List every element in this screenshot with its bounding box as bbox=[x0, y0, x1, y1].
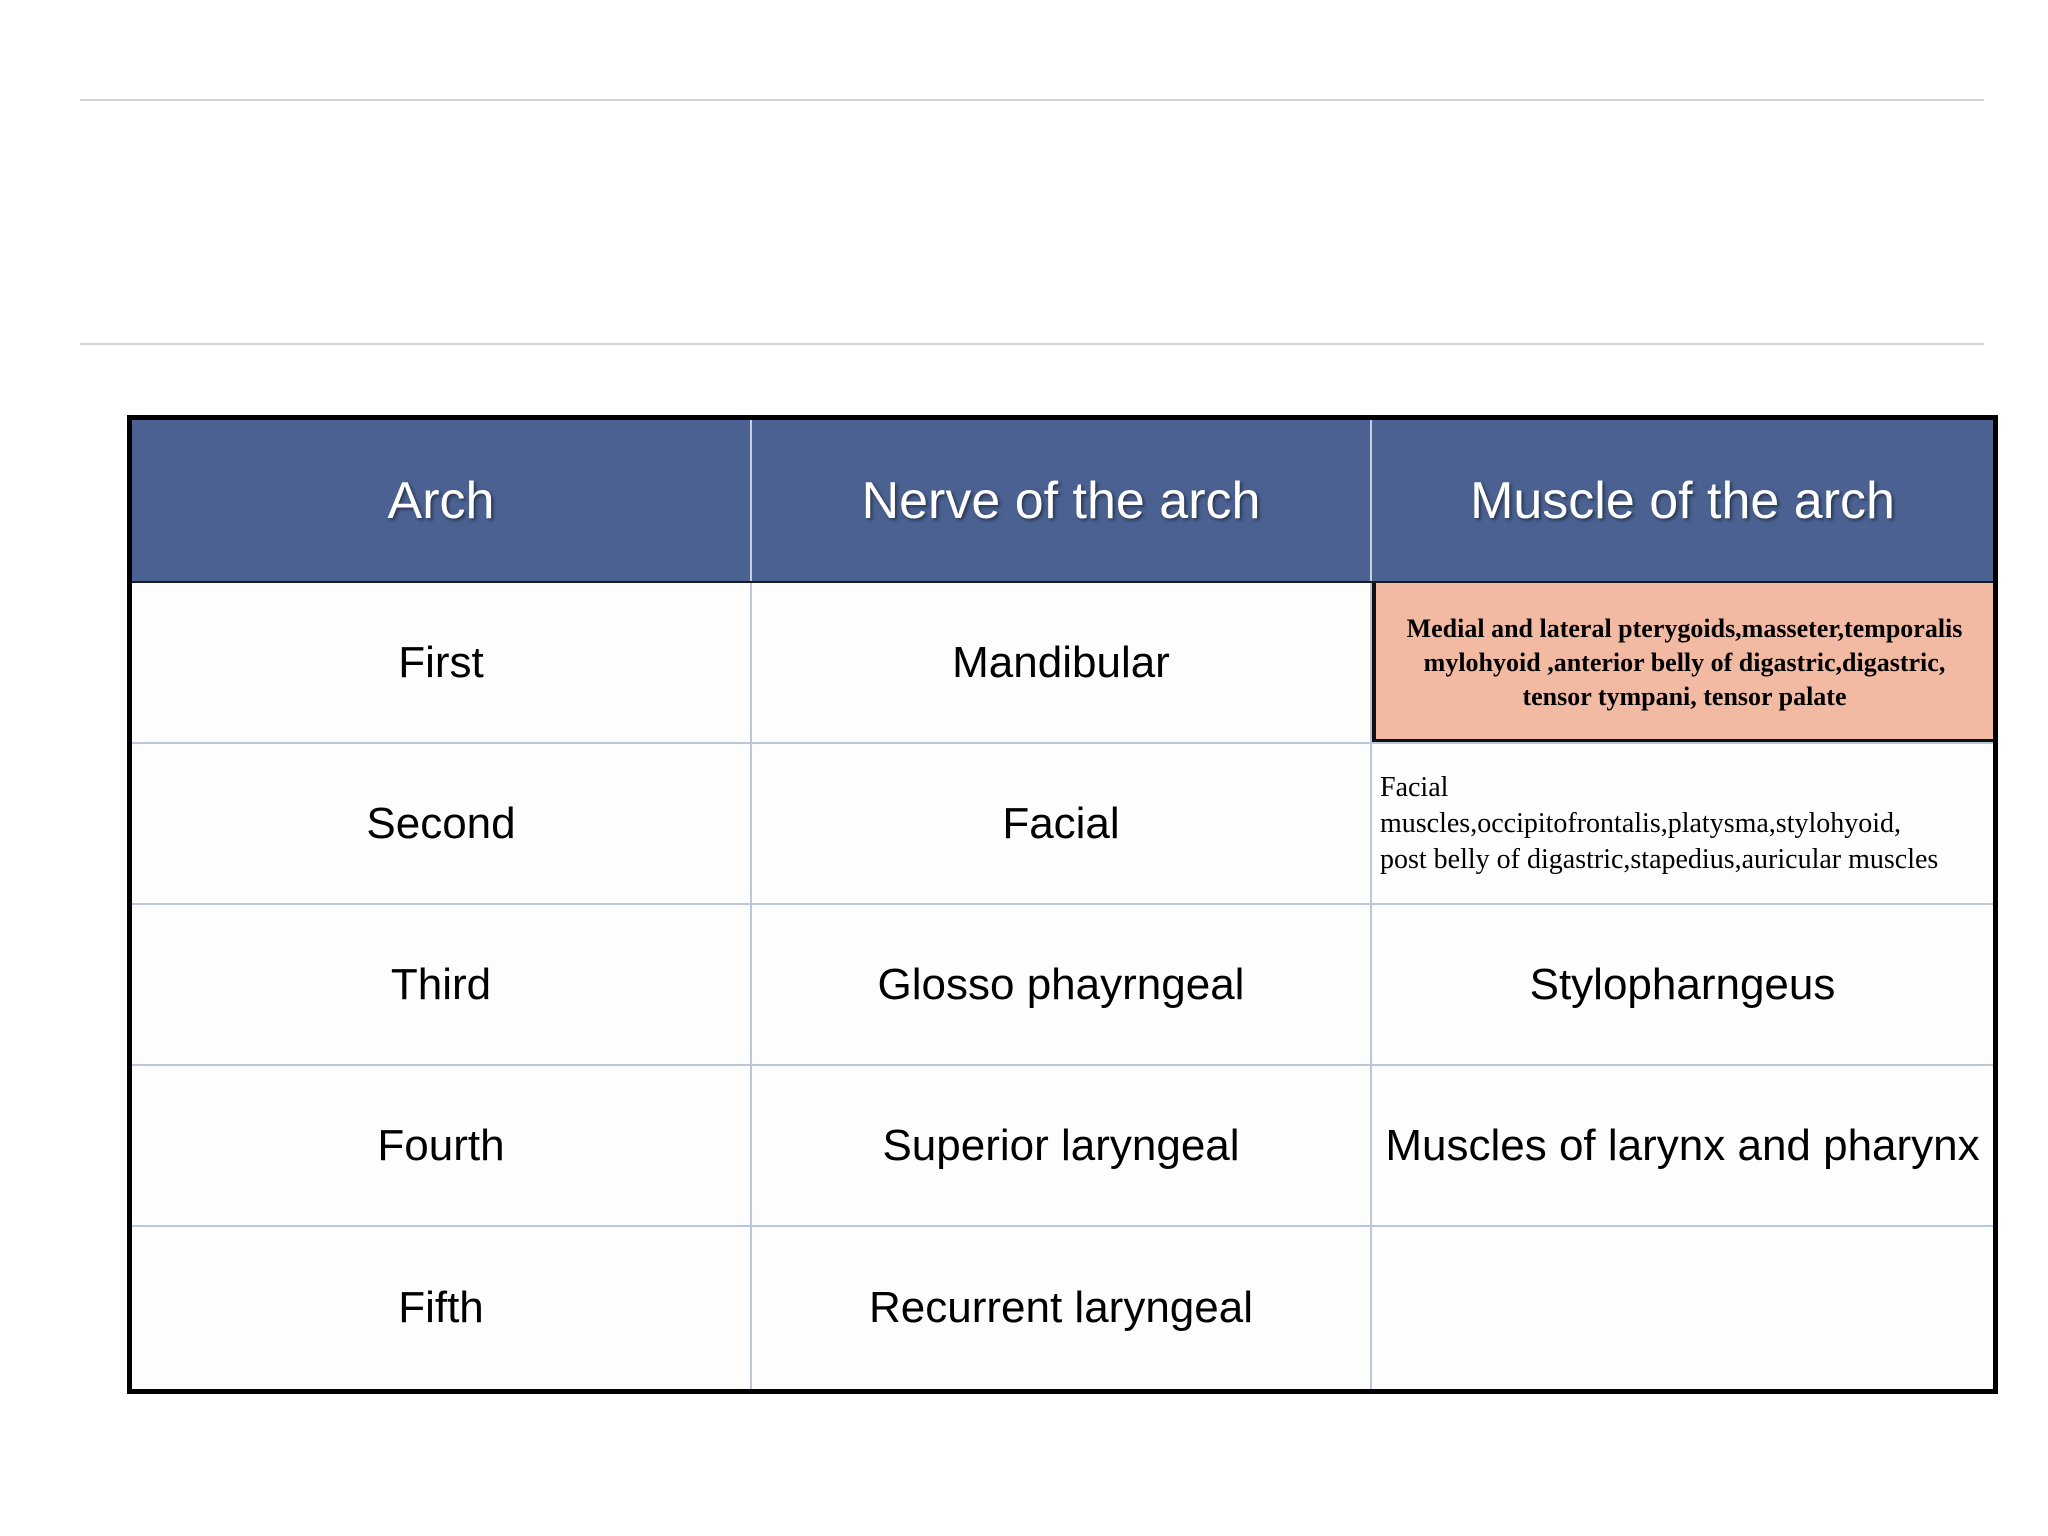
cell-muscle: Facial muscles,occipitofrontalis,platysma,stylohyoid, post belly of digastric,stapedius,auricular muscles bbox=[1372, 744, 1993, 903]
cell-nerve: Recurrent laryngeal bbox=[752, 1227, 1372, 1389]
cell-arch: First bbox=[132, 583, 752, 742]
cell-arch: Fourth bbox=[132, 1066, 752, 1225]
cell-muscle-empty bbox=[1372, 1227, 1993, 1389]
header-nerve: Nerve of the arch bbox=[752, 420, 1372, 581]
header-arch: Arch bbox=[132, 420, 752, 581]
table-header-row bbox=[132, 420, 1993, 581]
table-row bbox=[132, 742, 1993, 903]
cell-nerve: Facial bbox=[752, 744, 1372, 903]
cell-nerve: Superior laryngeal bbox=[752, 1066, 1372, 1225]
top-divider bbox=[80, 99, 1984, 101]
table-row bbox=[132, 903, 1993, 1064]
table-row bbox=[132, 1064, 1993, 1225]
cell-arch: Second bbox=[132, 744, 752, 903]
cell-muscle-highlighted[interactable]: Medial and lateral pterygoids,masseter,temporalis mylohyoid ,anterior belly of digastric,digastric, tensor tympani, tensor palate bbox=[1372, 583, 1993, 742]
header-muscle: Muscle of the arch bbox=[1470, 471, 1895, 530]
table-row bbox=[132, 581, 1993, 742]
arch-table bbox=[127, 415, 1998, 1394]
cell-nerve: Glosso phayrngeal bbox=[752, 905, 1372, 1064]
cell-nerve: Mandibular bbox=[752, 583, 1372, 742]
cell-arch: Third bbox=[132, 905, 752, 1064]
table-row bbox=[132, 1225, 1993, 1389]
cell-arch: Fifth bbox=[132, 1227, 752, 1389]
cell-muscle: Muscles of larynx and pharynx bbox=[1372, 1066, 1993, 1225]
title-divider bbox=[80, 343, 1984, 345]
cell-muscle: Stylopharngeus bbox=[1372, 905, 1993, 1064]
